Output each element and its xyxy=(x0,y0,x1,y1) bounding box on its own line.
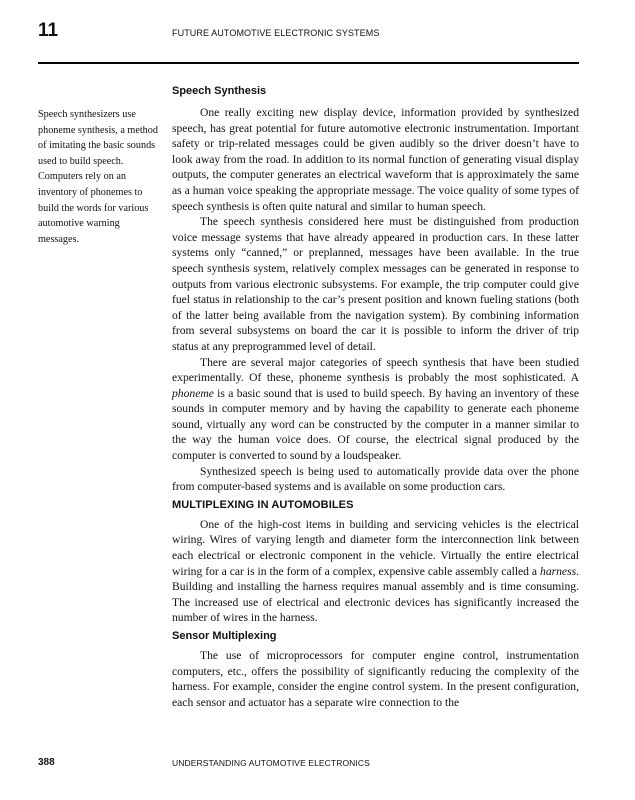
section-heading-multiplexing: MULTIPLEXING IN AUTOMOBILES xyxy=(172,498,354,511)
margin-note: Speech synthesizers use phoneme synthesis, a method of imitating the basic sounds used to build speech. Computers rely on an inventory of phonemes to build the words for various automotive warning messages. xyxy=(38,109,158,245)
running-header: FUTURE AUTOMOTIVE ELECTRONIC SYSTEMS xyxy=(172,28,380,38)
chapter-number: 11 xyxy=(38,20,59,41)
paragraph: Synthesized speech is being used to automatically provide data over the phone from computer-based systems and is available on some production cars. xyxy=(172,464,579,494)
text-run: . Building and installing the harness requires manual assembly and is time consuming. The increased use of electrical and electronic devices has significantly increased the number of wires in the harness. xyxy=(172,564,579,625)
main-text-column xyxy=(172,84,579,710)
paragraph xyxy=(172,355,579,464)
italic-term-phoneme: phoneme xyxy=(172,386,214,400)
paragraph: One really exciting new display device, information provided by synthesized speech, has great potential for future automotive electronic instrumentation. Important safety or trip-related messages could be given audibly so the driver doesn’t have to look away from the road. In addition to its normal function of generating visual display outputs, the computer generates an electrical waveform that is approximately the same as a human voice speaking the appropriate message. The voice quality of some types of speech synthesis is often quite natural and similar to human speech. xyxy=(172,106,579,213)
section-heading-speech-synthesis: Speech Synthesis xyxy=(172,85,267,97)
page-number: 388 xyxy=(38,757,55,768)
text-run: is a basic sound that is used to build speech. By having an inventory of these sounds in computer memory and by having the capability to generate each phoneme sound, virtually any word can be constructed by the computer in a manner similar to the way the human voice does. Of course, the electrical signal produced by the computer is converted to sound by a loudspeaker. xyxy=(172,386,579,463)
section-heading-sensor-multiplexing: Sensor Multiplexing xyxy=(172,630,277,642)
paragraph: The speech synthesis considered here must be distinguished from production voice message systems that have already appeared in production cars. In these latter systems only “canned,” or preplanned, messages have been available. In the true speech synthesis system, relatively complex messages can be generated in response to outputs from various electronic subsystems. For example, the trip computer could give fuel status in relationship to the car’s present position and known fueling stations (both of the latter being available from the navigation system). By combining information from several subsystems on board the car it is possible to inform the driver of trip status at any preprogrammed level of detail. xyxy=(172,215,579,353)
running-footer: UNDERSTANDING AUTOMOTIVE ELECTRONICS xyxy=(172,758,370,768)
italic-term-harness: harness xyxy=(540,564,577,578)
header-rule xyxy=(38,62,579,64)
paragraph: The use of microprocessors for computer engine control, instrumentation computers, etc., offers the possibility of significantly reducing the complexity of the harness. For example, consider the engine control system. In the present configuration, each sensor and actuator has a separate wire connection to the xyxy=(172,649,579,709)
text-run: There are several major categories of speech synthesis that have been studied experimentally. Of these, phoneme synthesis is probably the most sophisticated. A xyxy=(172,355,579,385)
text-run: One of the high-cost items in building and servicing vehicles is the electrical wiring. Wires of varying length and diameter form the interconnection link between each electrical or electronic component in the vehicle. Virtually the entire electrical wiring for a car is in the form of a complex, expensive cable assembly called a xyxy=(172,517,579,578)
paragraph xyxy=(172,517,579,626)
